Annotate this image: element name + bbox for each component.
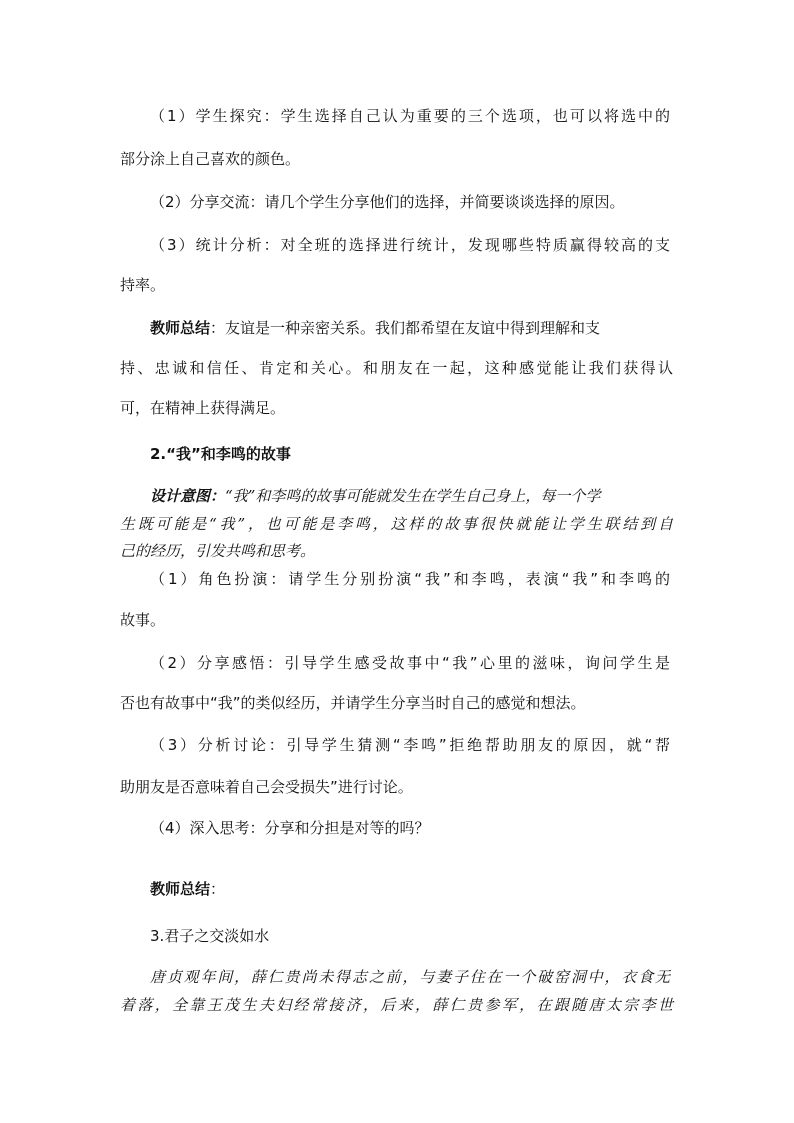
teacher-summary-line [150, 879, 225, 899]
paragraph-line: 否也有故事中“我”的类似经历，并请学生分享当时自己的感觉和想法。 [120, 694, 586, 712]
paragraph-line: （2）分享交流：请几个学生分享他们的选择，并简要谈谈选择的原因。 [150, 193, 625, 211]
teacher-summary-colon: ： [210, 880, 226, 898]
paragraph-line: 部分涂上自己喜欢的颜色。 [120, 150, 301, 168]
story-line: 唐贞观年间，薛仁贵尚未得志之前，与妻子住在一个破窑洞中，衣食无 [150, 968, 670, 986]
story-line: 着落，全靠王茂生夫妇经常接济，后来，薛仁贵参军，在跟随唐太宗李世 [120, 996, 673, 1014]
paragraph-line: 己的经历，引发共鸣和思考。 [120, 542, 316, 560]
paragraph-line: （1）学生探究：学生选择自己认为重要的三个选项，也可以将选中的 [150, 107, 670, 125]
teacher-summary-line [150, 318, 600, 338]
paragraph-line: （3）分析讨论：引导学生猜测“李鸣”拒绝帮助朋友的原因，就“帮 [150, 736, 670, 754]
paragraph-line: （4）深入思考：分享和分担是对等的吗？ [150, 819, 430, 837]
paragraph-line: （1）角色扮演：请学生分别扮演“我”和李鸣，表演“我”和李鸣的 [150, 570, 670, 588]
paragraph-line: （3）统计分析：对全班的选择进行统计，发现哪些特质赢得较高的支 [150, 236, 670, 254]
paragraph-line: 故事。 [120, 611, 166, 629]
section-heading: 2.“我”和李鸣的故事 [150, 445, 291, 463]
section-heading: 3.君子之交淡如水 [150, 927, 270, 945]
design-intent-label: 设计意图： [150, 487, 226, 505]
paragraph-line: （2）分享感悟：引导学生感受故事中“我”心里的滋味，询问学生是 [150, 654, 670, 672]
teacher-summary-label: 教师总结 [150, 880, 211, 898]
teacher-summary-label: 教师总结 [150, 319, 211, 337]
paragraph-line: 可，在精神上获得满足。 [120, 399, 286, 417]
paragraph-line: 持、忠诚和信任、肯定和关心。和朋友在一起，这种感觉能让我们获得认 [120, 359, 673, 377]
design-intent-text: “我”和李鸣的故事可能就发生在学生自己身上，每一个学 [225, 487, 601, 505]
paragraph-line: 助朋友是否意味着自己会受损失”进行讨论。 [120, 778, 413, 796]
paragraph-line: 持率。 [120, 276, 166, 294]
teacher-summary-text: ：友谊是一种亲密关系。我们都希望在友谊中得到理解和支 [210, 319, 601, 337]
paragraph-line: 生既可能是“我”，也可能是李鸣，这样的故事很快就能让学生联结到自 [120, 515, 673, 533]
design-intent-line [150, 486, 600, 506]
